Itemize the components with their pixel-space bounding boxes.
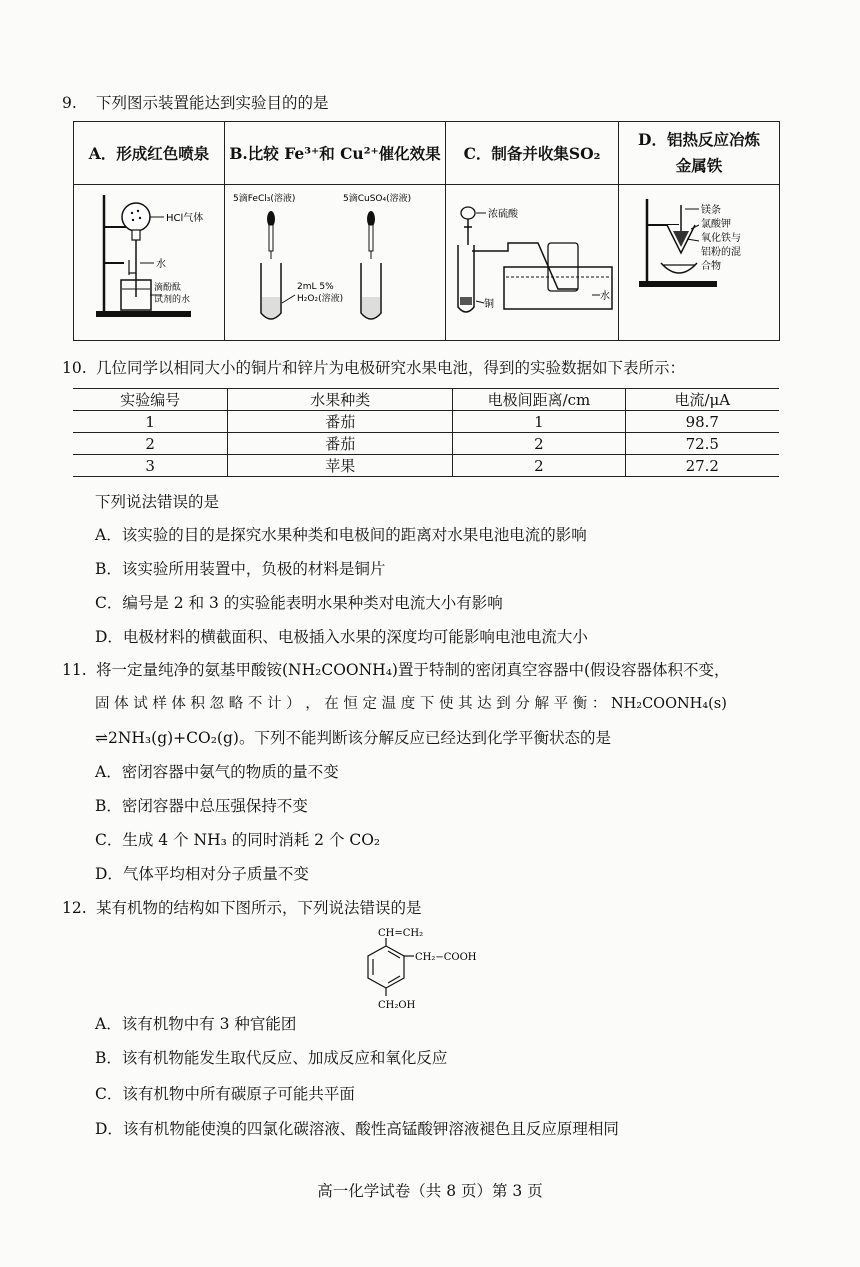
phenolphthalein-label-1: 滴酚酞 xyxy=(154,283,182,293)
q9-option-c: C．制备并收集SO₂ xyxy=(446,122,619,185)
q10-option-c: C．编号是 2 和 3 的实验能表明水果种类对电流大小有影响 xyxy=(95,594,503,612)
q12-option-a: A．该有机物中有 3 种官能团 xyxy=(95,1015,297,1033)
carboxymethyl-label: CH₂−COOH xyxy=(415,952,477,963)
q10-stem: 10. 几位同学以相同大小的铜片和锌片为电极研究水果电池，得到的实验数据如下表所示： xyxy=(62,359,686,377)
q9-figure-d xyxy=(619,185,780,341)
mg-strip-label: 镁条 xyxy=(701,205,721,216)
q10-option-a: A．该实验的目的是探究水果种类和电极间的距离对水果电池电流的影响 xyxy=(95,526,587,544)
hcl-gas-label: HCl气体 xyxy=(166,213,204,224)
h2o2-solution-label: H₂O₂(溶液) xyxy=(297,294,344,304)
vinyl-group-label: CH=CH₂ xyxy=(378,928,424,939)
page-footer: 高一化学试卷（共 8 页）第 3 页 xyxy=(317,1182,543,1200)
organic-structure-icon xyxy=(340,926,490,1018)
test-tubes-icon xyxy=(225,185,445,340)
phenolphthalein-label-2: 试剂的水 xyxy=(154,295,191,305)
conc-h2so4-label: 浓硫酸 xyxy=(488,209,518,220)
col-header: 电极间距离/cm xyxy=(453,389,625,411)
q11-option-d: D．气体平均相对分子质量不变 xyxy=(95,865,309,883)
q9-stem: 9. 下列图示装置能达到实验目的的是 xyxy=(62,94,329,112)
so2-apparatus-icon xyxy=(446,185,618,340)
kclo3-label: 氯酸钾 xyxy=(701,219,731,230)
q11-option-c: C．生成 4 个 NH₃ 的同时消耗 2 个 CO₂ xyxy=(95,831,381,849)
col-header: 水果种类 xyxy=(228,389,453,411)
q9-option-d: D．铝热反应冶炼金属铁 xyxy=(619,122,780,185)
mixture-label-1: 氧化铁与 xyxy=(701,233,741,244)
q12-option-d: D．该有机物能使溴的四氯化碳溶液、酸性高锰酸钾溶液褪色且反应原理相同 xyxy=(95,1120,619,1138)
thermite-apparatus-icon xyxy=(619,185,779,340)
table-row: 1 番茄 1 98.7 xyxy=(73,411,779,433)
q9-number: 9. xyxy=(62,94,77,112)
mixture-label-3: 合物 xyxy=(701,261,721,272)
q12-stem: 12. 某有机物的结构如下图所示，下列说法错误的是 xyxy=(62,899,422,917)
col-header: 实验编号 xyxy=(73,389,228,411)
q9-figure-b xyxy=(225,185,446,341)
fecl3-label: 5滴FeCl₃(溶液) xyxy=(233,194,296,204)
q10-option-d: D．电极材料的横截面积、电极插入水果的深度均可能影响电池电流大小 xyxy=(95,628,588,646)
q9-option-b: B.比较 Fe³⁺和 Cu²⁺催化效果 xyxy=(225,122,446,185)
q11-stem-3: ⇌2NH₃(g)+CO₂(g)。下列不能判断该分解反应已经达到化学平衡状态的是 xyxy=(95,729,611,747)
q9-figure-c xyxy=(446,185,619,341)
water-label-a: 水 xyxy=(156,259,166,270)
hydroxymethyl-label: CH₂OH xyxy=(378,1000,416,1011)
water-label-c: 水 xyxy=(600,291,610,302)
cuso4-label: 5滴CuSO₄(溶液) xyxy=(343,194,412,204)
q9-options-table xyxy=(73,121,780,341)
q10-prompt: 下列说法错误的是 xyxy=(95,493,220,511)
q9-option-a: A．形成红色喷泉 xyxy=(74,122,225,185)
q9-figure-a xyxy=(74,185,225,341)
q11-stem-2: 固 体 试 样 体 积 忽 略 不 计 ） ， 在 恒 定 温 度 下 使 其 达 到 分 解 平 衡 ： NH₂COONH₄(s) xyxy=(95,696,727,712)
q12-option-b: B．该有机物能发生取代反应、加成反应和氧化反应 xyxy=(95,1049,448,1067)
col-header: 电流/μA xyxy=(625,389,779,411)
table-row: 2 番茄 2 72.5 xyxy=(73,433,779,455)
h2o2-volume-label: 2mL 5% xyxy=(297,282,334,292)
q11-stem-1: 11. 将一定量纯净的氨基甲酸铵(NH₂COONH₄)置于特制的密闭真空容器中(假设容器体积不变， xyxy=(62,661,730,679)
copper-label: 铜 xyxy=(484,299,494,310)
q11-option-a: A．密闭容器中氨气的物质的量不变 xyxy=(95,763,339,781)
table-row: 3 苹果 2 27.2 xyxy=(73,455,779,477)
q10-data-table xyxy=(73,388,779,477)
q10-option-b: B．该实验所用装置中，负极的材料是铜片 xyxy=(95,560,386,578)
q12-option-c: C．该有机物中所有碳原子可能共平面 xyxy=(95,1085,355,1103)
fountain-apparatus-icon xyxy=(74,185,224,340)
q11-option-b: B．密闭容器中总压强保持不变 xyxy=(95,797,308,815)
mixture-label-2: 铝粉的混 xyxy=(701,247,741,258)
